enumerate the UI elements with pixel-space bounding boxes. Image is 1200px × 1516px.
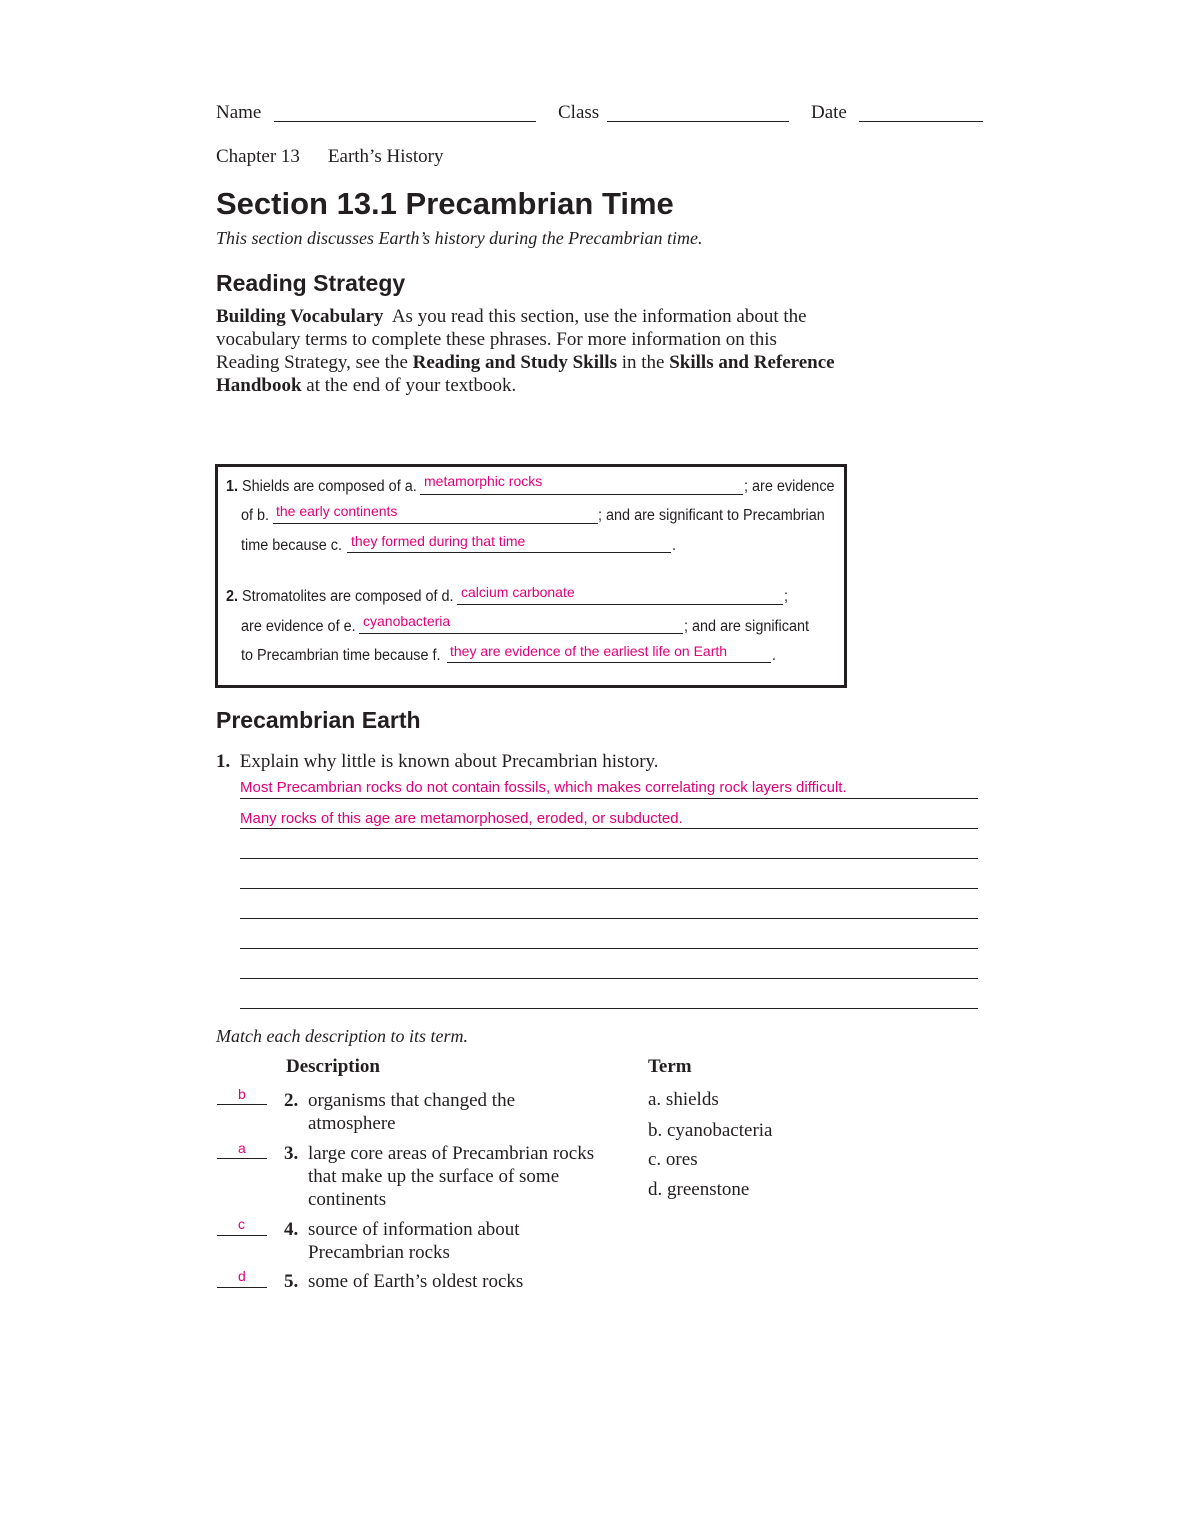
match-blank-2[interactable]: [217, 1104, 267, 1105]
term-a: a. shields: [648, 1089, 719, 1110]
match-blank-3[interactable]: [217, 1158, 267, 1159]
match-blank-5[interactable]: [217, 1287, 267, 1288]
answer-rule-7[interactable]: [240, 978, 978, 979]
paragraph-bold-1: Reading and Study Skills: [412, 352, 617, 373]
match-answer-2: b: [238, 1086, 246, 1102]
box-q1-c-text: time because c.: [241, 537, 342, 554]
box-q2-d-text: Stromatolites are composed of d.: [242, 588, 454, 605]
paragraph-bold-2: Skills and Reference Handbook: [216, 352, 835, 396]
blank-d[interactable]: [457, 604, 783, 605]
question-1: [216, 751, 659, 773]
match-item-4-text: source of information about Precambrian rocks: [308, 1219, 520, 1263]
name-label: Name: [216, 102, 262, 123]
blank-a[interactable]: [420, 494, 743, 495]
term-d: d. greenstone: [648, 1179, 750, 1200]
question-1-text: Explain why little is known about Precambrian history.: [239, 751, 659, 772]
precambrian-earth-heading: Precambrian Earth: [216, 707, 421, 733]
match-item-4-number: 4.: [284, 1219, 299, 1240]
answer-rule-3[interactable]: [240, 858, 978, 859]
box-q2-e-post: ; and are significant: [684, 618, 810, 635]
answer-rule-2[interactable]: [240, 828, 978, 829]
blank-e[interactable]: [359, 633, 683, 634]
match-answer-3: a: [238, 1140, 246, 1156]
box-q2-end: .: [772, 647, 777, 664]
answer-d: calcium carbonate: [461, 584, 575, 600]
match-answer-5: d: [238, 1268, 246, 1284]
paragraph-text-1: As you read this section, use the information about the vocabulary terms to complete these phrases. For more information on this Reading Strategy, see the: [216, 306, 807, 373]
answer-line-2: Many rocks of this age are metamorphosed, eroded, or subducted.: [240, 810, 683, 827]
class-field[interactable]: [607, 121, 789, 122]
box-q2-d-post: ;: [784, 588, 789, 605]
match-item-5-number: 5.: [284, 1271, 299, 1292]
answer-rule-5[interactable]: [240, 918, 978, 919]
reading-strategy-heading: Reading Strategy: [216, 270, 406, 296]
chapter-number: Chapter 13: [216, 146, 300, 167]
match-item-5: [284, 1270, 608, 1293]
answer-rule-1[interactable]: [240, 798, 978, 799]
answer-line-1: Most Precambrian rocks do not contain fossils, which makes correlating rock layers difficult.: [240, 779, 847, 796]
blank-f[interactable]: [447, 662, 771, 663]
reading-strategy-paragraph: [216, 305, 836, 397]
term-b: b. cyanobacteria: [648, 1120, 773, 1141]
blank-c[interactable]: [347, 552, 671, 553]
box-q1-end: .: [672, 537, 677, 554]
answer-a: metamorphic rocks: [424, 473, 543, 489]
box-q1-b-text: of b.: [241, 507, 270, 524]
match-answer-4: c: [238, 1216, 245, 1232]
term-header: Term: [648, 1056, 692, 1077]
date-field[interactable]: [859, 121, 983, 122]
box-q1-a-text: Shields are composed of a.: [242, 478, 417, 495]
box-q1-b-pre: ; are evidence: [744, 478, 835, 495]
match-item-3-text: large core areas of Precambrian rocks that make up the surface of some continents: [308, 1143, 595, 1210]
date-label: Date: [811, 102, 847, 123]
answer-rule-8[interactable]: [240, 1008, 978, 1009]
box-q2-number: 2.: [226, 588, 239, 605]
match-blank-4[interactable]: [217, 1235, 267, 1236]
answer-e: cyanobacteria: [363, 613, 451, 629]
chapter-line: [216, 146, 443, 168]
lead-term: Building Vocabulary: [216, 306, 384, 327]
term-c: c. ores: [648, 1149, 698, 1170]
answer-rule-4[interactable]: [240, 888, 978, 889]
question-1-number: 1.: [216, 751, 231, 772]
blank-b[interactable]: [273, 523, 598, 524]
answer-b: the early continents: [276, 503, 398, 519]
answer-f: they are evidence of the earliest life on Earth: [450, 643, 728, 659]
paragraph-text-2: in the: [616, 352, 670, 373]
box-q1-line1: [226, 478, 417, 496]
answer-rule-6[interactable]: [240, 948, 978, 949]
box-q1-number: 1.: [226, 478, 239, 495]
match-item-2-text: organisms that changed the atmosphere: [308, 1090, 516, 1134]
paragraph-text-3: at the end of your textbook.: [301, 375, 517, 396]
match-item-3-number: 3.: [284, 1143, 299, 1164]
chapter-topic: Earth’s History: [327, 146, 444, 167]
box-q2-line1: [226, 588, 454, 606]
box-q2-f-text: to Precambrian time because f.: [241, 647, 441, 664]
match-item-4: [284, 1218, 568, 1264]
box-q2-e-text: are evidence of e.: [241, 618, 356, 635]
section-subtitle: This section discusses Earth’s history during the Precambrian time.: [216, 228, 703, 248]
section-title: Section 13.1 Precambrian Time: [216, 186, 674, 221]
match-item-5-text: some of Earth’s oldest rocks: [308, 1271, 524, 1292]
description-header: Description: [286, 1056, 380, 1077]
box-q1-c-pre: ; and are significant to Precambrian: [598, 507, 825, 524]
match-item-2-number: 2.: [284, 1090, 299, 1111]
name-field[interactable]: [274, 121, 536, 122]
class-label: Class: [558, 102, 600, 123]
match-item-2: [284, 1089, 548, 1135]
matching-instruction: Match each description to its term.: [216, 1026, 468, 1046]
answer-c: they formed during that time: [351, 533, 526, 549]
match-item-3: [284, 1142, 608, 1211]
